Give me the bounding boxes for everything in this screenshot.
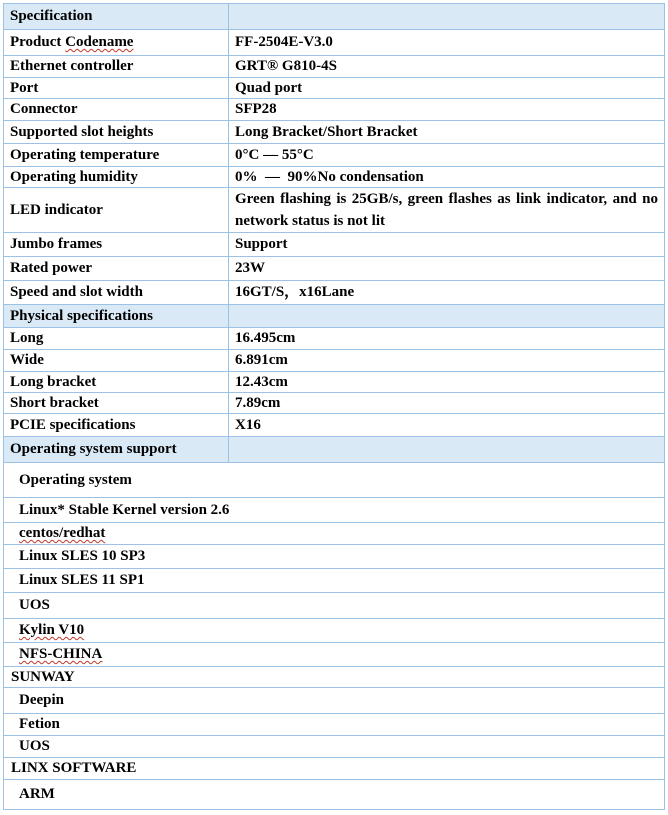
spec-label: Port [4, 78, 229, 99]
physical-row-long [4, 328, 665, 350]
spec-row-connector [4, 99, 665, 121]
os-item: Linux* Stable Kernel version 2.6 [4, 498, 665, 523]
spec-row-ethernet [4, 56, 665, 78]
os-row [4, 498, 665, 523]
section-empty-cell [229, 437, 665, 463]
os-row [4, 667, 665, 688]
os-item [4, 523, 665, 545]
spec-label: LED indicator [4, 188, 229, 233]
spec-row-port [4, 78, 665, 99]
spec-table [3, 3, 665, 810]
spec-label: Jumbo frames [4, 233, 229, 257]
spec-value: 16GT/S，x16Lane [229, 281, 665, 305]
os-row [4, 780, 665, 810]
spec-row-speed [4, 281, 665, 305]
spec-value: FF-2504E-V3.0 [229, 30, 665, 56]
spec-value: SFP28 [229, 99, 665, 121]
spec-label-text: Product [10, 34, 66, 50]
spellcheck-word: Kylin V10 [19, 622, 85, 638]
spec-value: Quad port [229, 78, 665, 99]
spec-value: 6.891cm [229, 350, 665, 372]
spec-value: 23W [229, 257, 665, 281]
os-row [4, 523, 665, 545]
physical-row-pcie [4, 414, 665, 437]
spec-value: 7.89cm [229, 393, 665, 414]
section-title-os: Operating system support [4, 437, 229, 463]
spec-label: Speed and slot width [4, 281, 229, 305]
spec-row-slot-heights [4, 121, 665, 144]
spec-value: 16.495cm [229, 328, 665, 350]
os-row [4, 545, 665, 569]
os-row [4, 619, 665, 643]
os-item: Fetion [4, 714, 665, 736]
spec-label: Connector [4, 99, 229, 121]
spec-value: GRT® G810-4S [229, 56, 665, 78]
spec-row-power [4, 257, 665, 281]
spec-label: Wide [4, 350, 229, 372]
spec-label: Operating temperature [4, 144, 229, 167]
os-item: UOS [4, 736, 665, 758]
os-item: ARM [4, 780, 665, 810]
spec-value: 12.43cm [229, 372, 665, 393]
section-row-os [4, 437, 665, 463]
physical-row-long-bracket [4, 372, 665, 393]
spec-label: Ethernet controller [4, 56, 229, 78]
spellcheck-word: Codename [65, 34, 134, 50]
spec-row-led [4, 188, 665, 233]
spellcheck-word: NFS-CHINA [19, 646, 103, 662]
spec-label: Supported slot heights [4, 121, 229, 144]
section-empty-cell [229, 305, 665, 328]
os-row [4, 643, 665, 667]
spec-label: Short bracket [4, 393, 229, 414]
os-item [4, 643, 665, 667]
section-row-specification [4, 4, 665, 30]
os-header-row [4, 463, 665, 498]
os-row [4, 758, 665, 780]
spec-row-op-humidity [4, 167, 665, 188]
os-item [4, 619, 665, 643]
spec-value: Green flashing is 25GB/s, green flashes as link indicator, and no network status is not lit [229, 188, 665, 233]
os-row [4, 593, 665, 619]
spec-value: X16 [229, 414, 665, 437]
spec-value: Long Bracket/Short Bracket [229, 121, 665, 144]
section-empty-cell [229, 4, 665, 30]
os-item: Deepin [4, 688, 665, 714]
physical-row-short-bracket [4, 393, 665, 414]
spec-label: Rated power [4, 257, 229, 281]
section-title-specification: Specification [4, 4, 229, 30]
spec-value: Support [229, 233, 665, 257]
os-item: SUNWAY [4, 667, 665, 688]
os-row [4, 714, 665, 736]
section-title-physical: Physical specifications [4, 305, 229, 328]
os-row [4, 736, 665, 758]
os-row [4, 688, 665, 714]
spec-row-op-temp [4, 144, 665, 167]
spec-row-jumbo [4, 233, 665, 257]
spec-label: PCIE specifications [4, 414, 229, 437]
spec-row-codename [4, 30, 665, 56]
spec-value: 0% — 90%No condensation [229, 167, 665, 188]
os-item: UOS [4, 593, 665, 619]
os-header: Operating system [4, 463, 665, 498]
os-item: LINX SOFTWARE [4, 758, 665, 780]
spec-label [4, 30, 229, 56]
spec-value: 0°C — 55°C [229, 144, 665, 167]
os-item: Linux SLES 10 SP3 [4, 545, 665, 569]
spellcheck-word: centos/redhat [19, 525, 106, 541]
spec-label: Long [4, 328, 229, 350]
physical-row-wide [4, 350, 665, 372]
os-item: Linux SLES 11 SP1 [4, 569, 665, 593]
section-row-physical [4, 305, 665, 328]
spec-label: Long bracket [4, 372, 229, 393]
spec-label: Operating humidity [4, 167, 229, 188]
os-row [4, 569, 665, 593]
